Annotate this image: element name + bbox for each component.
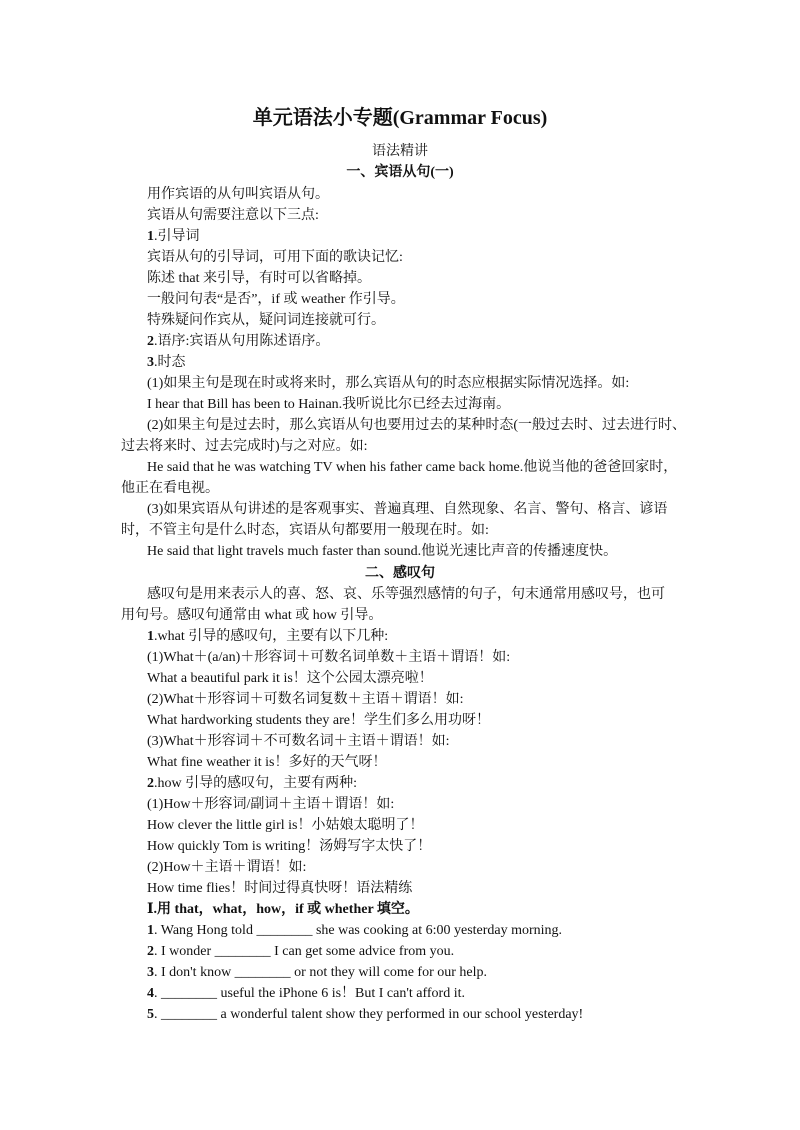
part2-intro-a: 感叹句是用来表示人的喜、怒、哀、乐等强烈感情的句子，句末通常用感叹号，也可 <box>147 587 665 602</box>
part1-heading: 一、宾语从句(一) <box>346 165 454 180</box>
what-pattern-3-example: What fine weather it is！多好的天气呀！ <box>147 755 387 770</box>
how-pattern-1-example-2: How quickly Tom is writing！汤姆写字太快了！ <box>147 839 432 854</box>
point1-line-b: 陈述 that 来引导，有时可以省略掉。 <box>147 271 371 286</box>
point1-line-d: 特殊疑问作宾从，疑问词连接就可行。 <box>147 313 385 328</box>
part1-notes-intro: 宾语从句需要注意以下三点: <box>147 208 319 223</box>
what-pattern-1: (1)What＋(a/an)＋形容词＋可数名词单数＋主语＋谓语！如: <box>147 650 511 665</box>
tense-rule-2-example-b: 他正在看电视。 <box>121 481 219 496</box>
tense-rule-2-example-a: He said that he was watching TV when his father came back home.他说当他的爸爸回家时， <box>147 460 678 475</box>
what-pattern-2-example: What hardworking students they are！学生们多么用功呀！ <box>147 713 490 728</box>
how-pattern-2-example: How time flies！时间过得真快呀！语法精练 <box>147 881 413 896</box>
how-pattern-1-example-1: How clever the little girl is！小姑娘太聪明了！ <box>147 818 424 833</box>
point1-line-c: 一般问句表“是否”，if 或 weather 作引导。 <box>147 292 405 307</box>
tense-rule-3-a: (3)如果宾语从句讲述的是客观事实、普遍真理、自然现象、名言、警句、格言、谚语 <box>147 502 668 517</box>
how-pattern-2: (2)How＋主语＋谓语！如: <box>147 860 307 875</box>
part1-intro: 用作宾语的从句叫宾语从句。 <box>147 187 329 202</box>
what-pattern-1-example: What a beautiful park it is！这个公园太漂亮啦！ <box>147 671 433 686</box>
point2-title: 2.语序:宾语从句用陈述语序。 <box>147 334 330 349</box>
what-title: 1.what 引导的感叹句，主要有以下几种: <box>147 629 389 644</box>
exercise-item: 2. I wonder ________ I can get some advice from you. <box>147 944 455 959</box>
exercise-item: 1. Wang Hong told ________ she was cooking at 6:00 yesterday morning. <box>147 923 563 938</box>
how-pattern-1: (1)How＋形容词/副词＋主语＋谓语！如: <box>147 797 395 812</box>
point3-title: 3.时态 <box>147 355 186 370</box>
tense-rule-3-b: 时，不管主句是什么时态，宾语从句都要用一般现在时。如: <box>121 523 489 538</box>
part2-intro-b: 用句号。感叹句通常由 what 或 how 引导。 <box>121 608 383 623</box>
exercise-heading: Ⅰ.用 that，what，how，if 或 whether 填空。 <box>147 902 419 917</box>
point1-title: 1.引导词 <box>147 229 200 244</box>
tense-rule-1: (1)如果主句是现在时或将来时，那么宾语从句的时态应根据实际情况选择。如: <box>147 376 630 391</box>
exercise-item: 5. ________ a wonderful talent show they performed in our school yesterday! <box>147 1007 584 1022</box>
tense-rule-1-example: I hear that Bill has been to Hainan.我听说比尔已经去过海南。 <box>147 397 511 412</box>
exercise-item: 4. ________ useful the iPhone 6 is！But I can't afford it. <box>147 986 466 1001</box>
how-title: 2.how 引导的感叹句，主要有两种: <box>147 776 357 791</box>
tense-rule-3-example: He said that light travels much faster than sound.他说光速比声音的传播速度快。 <box>147 544 618 559</box>
part2-heading: 二、感叹句 <box>365 566 435 581</box>
what-pattern-3: (3)What＋形容词＋不可数名词＋主语＋谓语！如: <box>147 734 450 749</box>
section-heading: 语法精讲 <box>372 144 428 159</box>
tense-rule-2-a: (2)如果主句是过去时，那么宾语从句也要用过去的某种时态(一般过去时、过去进行时、 <box>147 418 686 433</box>
point1-line-a: 宾语从句的引导词，可用下面的歌诀记忆: <box>147 250 403 265</box>
what-pattern-2: (2)What＋形容词＋可数名词复数＋主语＋谓语！如: <box>147 692 464 707</box>
exercise-item: 3. I don't know ________ or not they will come for our help. <box>147 965 488 980</box>
tense-rule-2-b: 过去将来时、过去完成时)与之对应。如: <box>121 439 368 454</box>
page-title: 单元语法小专题(Grammar Focus) <box>252 107 548 129</box>
